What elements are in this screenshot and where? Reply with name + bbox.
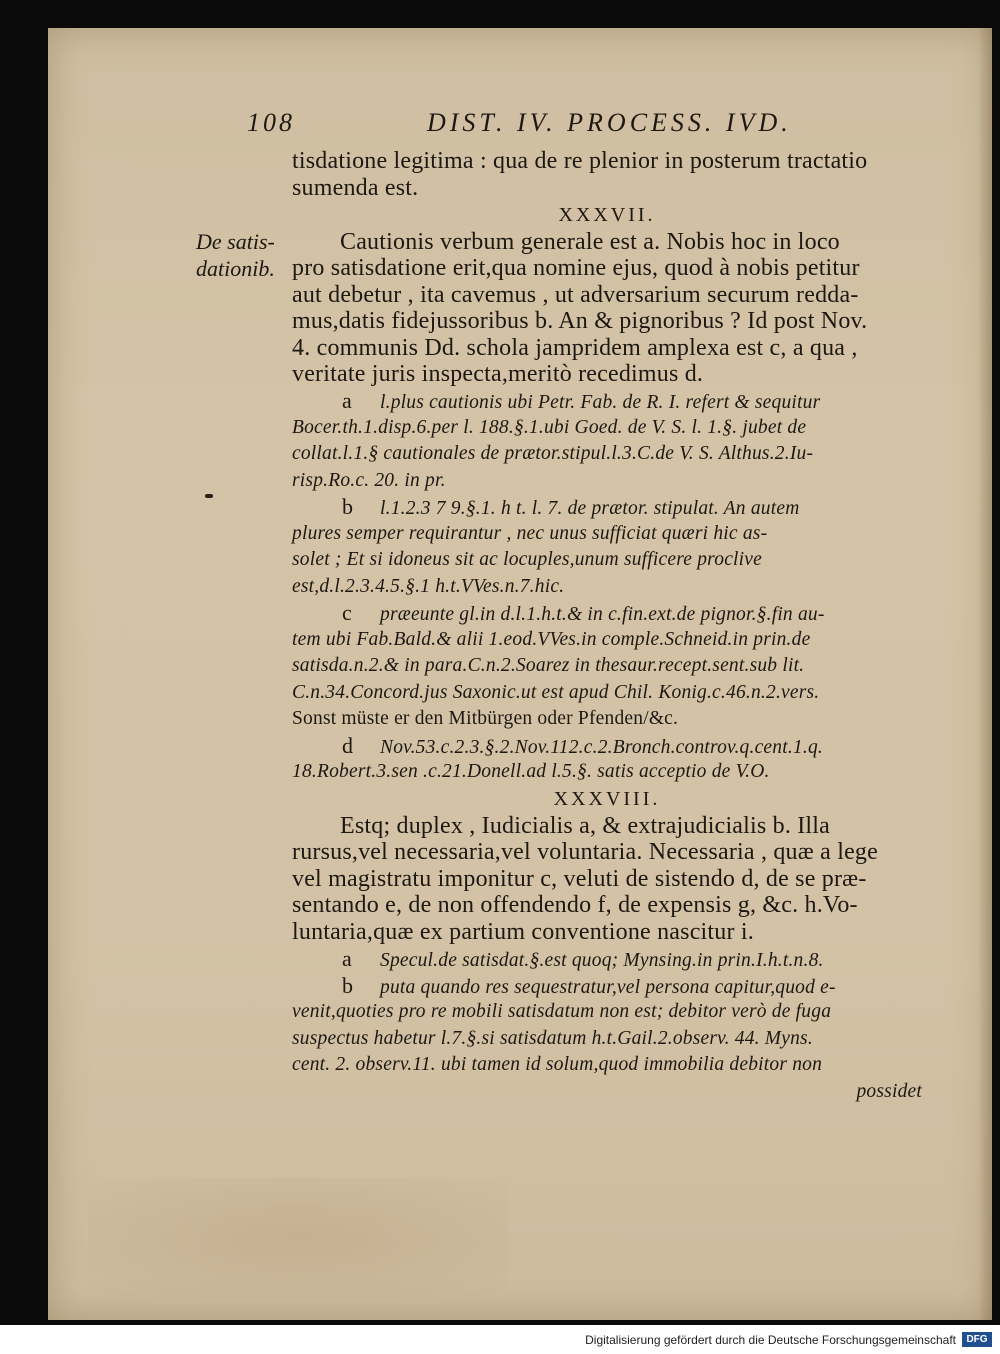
page-number: 108 [247,108,295,137]
footnote-text: præeunte gl.in d.l.1.h.t.& in c.fin.ext.de pignor.§.fin au- [380,604,825,625]
intro-paragraph [292,148,922,201]
footnote-line: tem ubi Fab.Bald.& alii 1.eod.VVes.in comple.Schneid.in prin.de [292,628,811,650]
text-line: sentando e, de non offendendo f, de expensis g, &c. h.Vo- [292,892,858,918]
footnote-text: puta quando res sequestratur,vel persona capitur,quod e- [380,976,836,998]
running-header [247,110,847,144]
footnote-line: cent. 2. observ.11. ubi tamen id solum,quod immobilia debitor non [292,1054,823,1075]
section-numeral: XXXVII. [558,204,656,226]
footnote-line [292,388,922,415]
footnote-line [292,973,922,1000]
footnote-line: risp.Ro.c. 20. in pr. [292,469,446,491]
footnote-mark: b [342,494,354,519]
text-line: luntaria,quæ ex partium conventione nascitur i. [292,918,754,945]
text-line: rursus,vel necessaria,vel voluntaria. Necessaria , quæ a lege [292,839,878,865]
running-title: DIST. IV. PROCESS. IVD. [427,108,792,137]
footnote-line-fraktur: Sonst müste er den Mitbürgen oder Pfenden/&c. [292,708,679,729]
footnote-mark: d [342,732,354,758]
footnote-line: satisda.n.2.& in para.C.n.2.Soarez in thesaur.recept.sent.sub lit. [292,655,805,676]
footnote-text: l.1.2.3 7 9.§.1. h t. l. 7. de prætor. stipulat. An autem [380,498,800,519]
text-line: Estq; duplex , Iudicialis a, & extrajudicialis b. Illa [340,812,831,839]
ink-mark [205,494,213,498]
dfg-logo: DFG [962,1332,992,1347]
footnote-text: Nov.53.c.2.3.§.2.Nov.112.c.2.Bronch.controv.q.cent.1.q. [380,736,823,758]
footer-bar [0,1325,1000,1354]
footnote-line: Bocer.th.1.disp.6.per l. 188.§.1.ubi Goed. de V. S. l. 1.§. jubet de [292,416,807,438]
footnote-line [292,946,922,973]
text-line: 4. communis Dd. schola jampridem amplexa est c, a qua , [292,334,858,361]
footnote-text: Specul.de satisdat.§.est quoq; Mynsing.in prin.I.h.t.n.8. [380,950,824,971]
text-line: mus,datis fidejussoribus b. An & pignoribus ? Id post Nov. [292,308,868,334]
text-line: pro satisdatione erit,qua nomine ejus, quod à nobis petitur [292,255,860,281]
section-numeral: XXXVIII. [553,788,661,810]
text-line: vel magistratu imponitur c, veluti de sistendo d, de se præ- [292,865,867,892]
footnote-mark: c [342,600,352,625]
footnotes-xxxviii [292,946,922,1105]
text-line: sumenda est. [292,174,419,201]
footnote-line: est,d.l.2.3.4.5.§.1 h.t.VVes.n.7.hic. [292,575,565,597]
text-line: Cautionis verbum generale est a. Nobis hoc in loco [340,228,840,255]
footnote-line: plures semper requirantur , nec unus sufficiat quæri hic as- [292,522,768,544]
footnote-line: suspectus habetur l.7.§.si satisdatum h.t.Gail.2.observ. 44. Myns. [292,1027,813,1049]
footnote-line [292,494,922,521]
catchword: possidet [856,1080,922,1102]
text-line: veritate juris inspecta,meritò recedimus d. [292,361,704,387]
text-line: tisdatione legitima : qua de re plenior in posterum tractatio [292,148,868,174]
footnote-line: venit,quoties pro re mobili satisdatum non est; debitor verò de fuga [292,1001,832,1022]
footnote-text: l.plus cautionis ubi Petr. Fab. de R. I. refert & sequitur [380,392,821,413]
footnote-mark: a [342,388,352,413]
footnotes-xxxvii [292,388,922,786]
margin-note [196,228,291,281]
section-xxxvii [292,202,922,388]
margin-note-line: dationib. [196,255,275,281]
footnote-mark: a [342,946,352,971]
footnote-line [292,600,922,627]
footnote-line: 18.Robert.3.sen .c.21.Donell.ad l.5.§. satis acceptio de V.O. [292,761,770,782]
text-line: aut debetur , ita cavemus , ut adversarium securum redda- [292,281,859,308]
footnote-line: solet ; Et si idoneus sit ac locuples,unum sufficere proclive [292,549,763,570]
footnote-mark: b [342,972,354,998]
footnote-line: collat.l.1.§ cautionales de prætor.stipul.l.3.C.de V. S. Althus.2.Iu- [292,443,814,464]
section-xxxviii [292,786,922,945]
footnote-line: C.n.34.Concord.jus Saxonic.ut est apud Chil. Konig.c.46.n.2.vers. [292,681,820,703]
margin-note-line: De satis- [196,229,275,254]
page-edge-shadow [978,28,992,1320]
digitization-credit: Digitalisierung gefördert durch die Deutsche Forschungsgemeinschaft [585,1333,956,1347]
footnote-line [292,733,922,760]
paper-stain [88,1178,508,1298]
